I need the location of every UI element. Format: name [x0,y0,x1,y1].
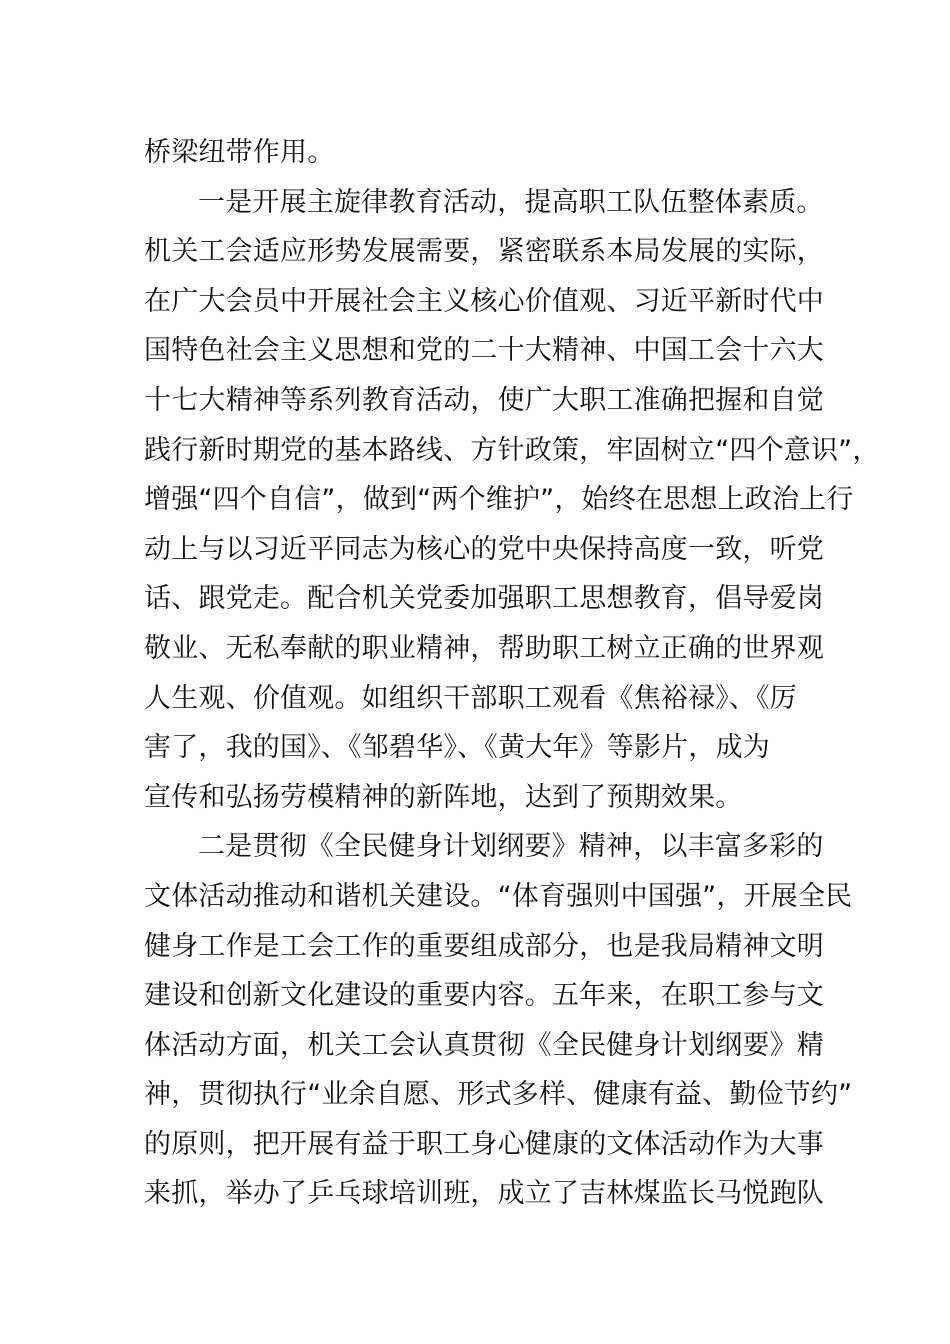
text-line: 机关工会适应形势发展需要，紧密联系本局发展的实际， [144,236,824,268]
paragraph-first-line: 一是开展主旋律教育活动，提高职工队伍整体素质。 [198,186,824,218]
text-line: 增强“四个自信”，做到“两个维护”，始终在思想上政治上行 [144,484,854,516]
text-line: 十七大精神等系列教育活动，使广大职工准确把握和自觉 [144,384,824,416]
text-line: 来抓，举办了乒乓球培训班，成立了吉林煤监长马悦跑队 [144,1178,824,1210]
text-line: 桥梁纽带作用。 [144,137,335,168]
text-line: 体活动方面，机关工会认真贯彻《全民健身计划纲要》精 [144,1029,824,1061]
text-line: 人生观、价值观。如组织干部职工观看《焦裕禄》、《厉 [144,682,797,714]
text-line: 健身工作是工会工作的重要组成部分，也是我局精神文明 [144,930,824,962]
text-line: 神，贯彻执行“业余自愿、形式多样、健康有益、勤俭节约” [144,1079,853,1111]
text-line: 敬业、无私奉献的职业精神，帮助职工树立正确的世界观 [144,632,824,664]
text-line: 宣传和弘扬劳模精神的新阵地，达到了预期效果。 [144,781,743,813]
text-line: 建设和创新文化建设的重要内容。五年来，在职工参与文 [144,980,824,1012]
text-line: 话、跟党走。配合机关党委加强职工思想教育，倡导爱岗 [144,583,824,615]
text-line: 动上与以习近平同志为核心的党中央保持高度一致，听党 [144,533,824,565]
text-line: 文体活动推动和谐机关建设。“体育强则中国强”，开展全民 [144,880,853,912]
text-line: 的原则，把开展有益于职工身心健康的文体活动作为大事 [144,1128,824,1160]
text-line: 践行新时期党的基本路线、方针政策，牢固树立“四个意识”， [144,434,880,466]
paragraph-first-line: 二是贯彻《全民健身计划纲要》精神，以丰富多彩的 [198,831,824,863]
body-text [144,128,880,1219]
text-line: 害了，我的国》、《邹碧华》、《黄大年》等影片，成为 [144,732,770,764]
text-line: 在广大会员中开展社会主义核心价值观、习近平新时代中 [144,285,824,317]
text-line: 国特色社会主义思想和党的二十大精神、中国工会十六大 [144,335,824,367]
